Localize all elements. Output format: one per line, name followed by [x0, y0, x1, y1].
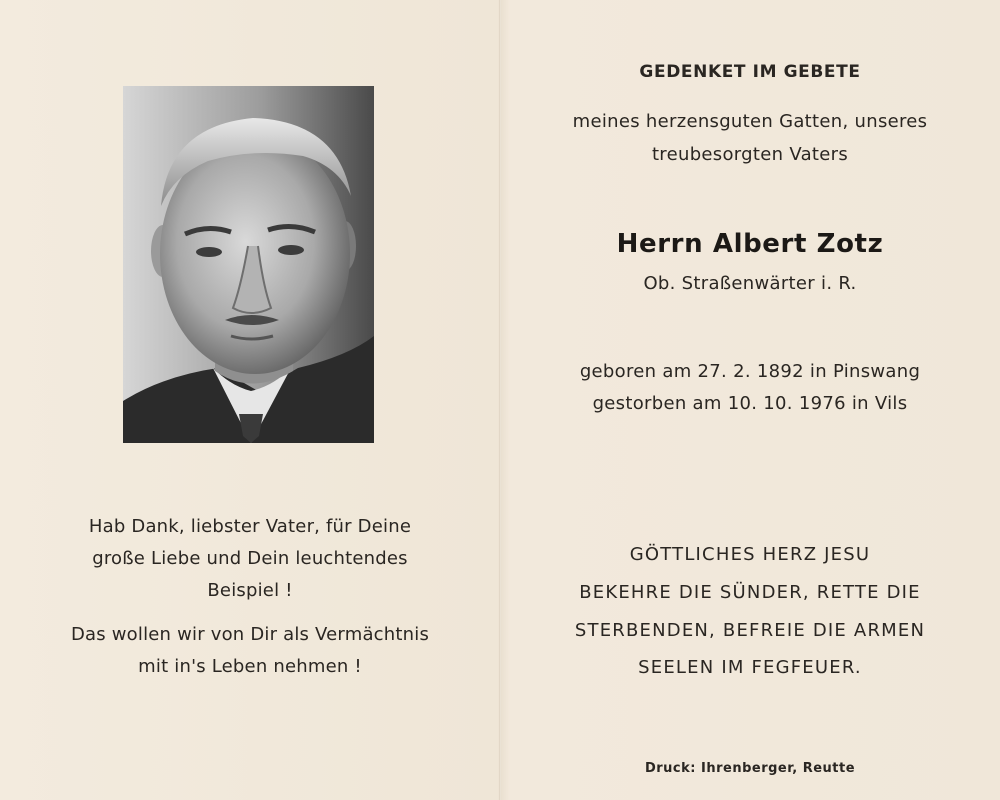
tribute-line-5: mit in's Leben nehmen !	[138, 656, 362, 677]
right-panel	[500, 0, 1000, 800]
portrait-photo	[123, 86, 374, 443]
tribute-line-4: Das wollen wir von Dir als Vermächtnis	[70, 624, 430, 645]
prayer-line-1: GÖTTLICHES HERZ JESU	[629, 544, 871, 565]
intro-line-2: treubesorgten Vaters	[651, 144, 849, 165]
occupation-title: Ob. Straßenwärter i. R.	[643, 273, 857, 294]
tribute-line-3: Beispiel !	[207, 580, 293, 601]
birth-line: geboren am 27. 2. 1892 in Pinswang	[579, 361, 921, 382]
printer-credit: Druck: Ihrenberger, Reutte	[644, 761, 856, 776]
intro-line-1: meines herzensguten Gatten, unseres	[572, 111, 928, 132]
heading: GEDENKET IM GEBETE	[639, 62, 861, 82]
prayer-line-2: BEKEHRE DIE SÜNDER, RETTE DIE	[579, 582, 921, 603]
prayer-line-4: SEELEN IM FEGFEUER.	[638, 657, 862, 678]
deceased-name: Herrn Albert Zotz	[616, 229, 884, 259]
tribute-line-1: Hab Dank, liebster Vater, für Deine	[88, 516, 412, 537]
prayer-line-3: STERBENDEN, BEFREIE DIE ARMEN	[574, 620, 926, 641]
death-line: gestorben am 10. 10. 1976 in Vils	[592, 393, 908, 414]
tribute-line-2: große Liebe und Dein leuchtendes	[92, 548, 408, 569]
